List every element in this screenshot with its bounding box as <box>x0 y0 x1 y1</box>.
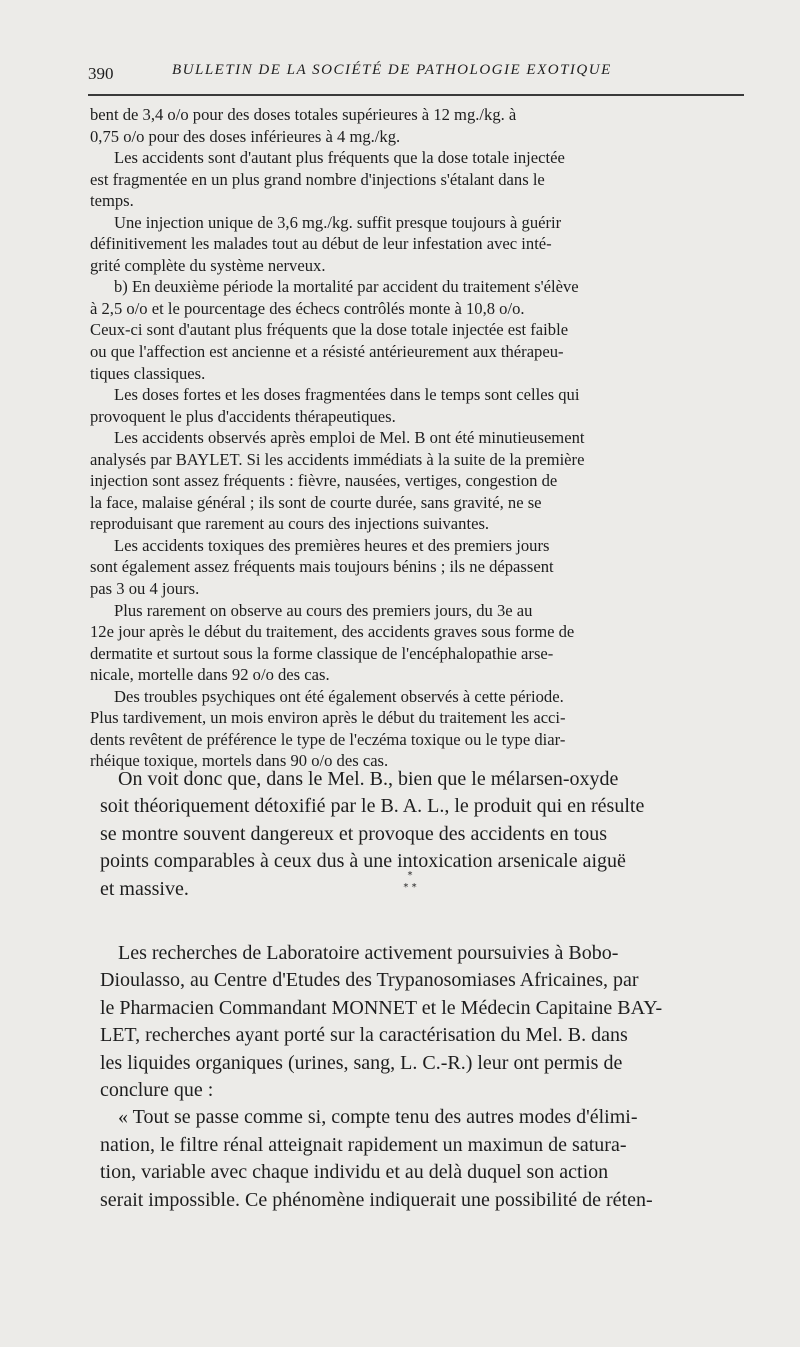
text-line: tiques classiques. <box>90 363 206 383</box>
asterism-top: * <box>407 870 413 881</box>
text-line: 12e jour après le début du traitement, des accidents graves sous forme de <box>90 622 575 642</box>
text-line: nicale, mortelle dans 92 o/o des cas. <box>90 665 330 685</box>
text-line: Ceux-ci sont d'autant plus fréquents que la dose totale injectée est faible <box>90 320 569 340</box>
text-line: b) En deuxième période la mortalité par accident du traitement s'élève <box>114 277 579 297</box>
text-line: nation, le filtre rénal atteignait rapidement un maximun de satura- <box>100 1133 627 1156</box>
text-line: On voit donc que, dans le Mel. B., bien que le mélarsen-oxyde <box>118 768 619 790</box>
text-line: « Tout se passe comme si, compte tenu des autres modes d'élimi- <box>118 1106 638 1129</box>
section-asterism <box>390 870 430 894</box>
small-print-section <box>90 104 740 772</box>
text-line: soit théoriquement détoxifié par le B. A. L., le produit qui en résulte <box>100 795 645 818</box>
page-number: 390 <box>88 64 114 83</box>
text-line: serait impossible. Ce phénomène indiquerait une possibilité de réten- <box>100 1188 653 1211</box>
text-line: le Pharmacien Commandant MONNET et le Médecin Capitaine BAY- <box>100 996 663 1019</box>
text-line: LET, recherches ayant porté sur la caractérisation du Mel. B. dans <box>100 1024 628 1047</box>
text-line: à 2,5 o/o et le pourcentage des échecs contrôlés monte à 10,8 o/o. <box>90 298 525 318</box>
text-line: Plus rarement on observe au cours des premiers jours, du 3e au <box>114 600 533 620</box>
text-line: bent de 3,4 o/o pour des doses totales supérieures à 12 mg./kg. à <box>90 105 517 124</box>
text-line: analysés par BAYLET. Si les accidents immédiats à la suite de la première <box>90 449 585 469</box>
text-line: se montre souvent dangereux et provoque des accidents en tous <box>100 822 608 845</box>
text-line: 0,75 o/o pour des doses inférieures à 4 mg./kg. <box>90 126 401 146</box>
text-line: Les doses fortes et les doses fragmentées dans le temps sont celles qui <box>114 385 580 405</box>
text-line: Les recherches de Laboratoire activement poursuivies à Bobo- <box>118 942 619 964</box>
text-line: points comparables à ceux dus à une intoxication arsenicale aiguë <box>100 850 626 873</box>
text-line: ou que l'affection est ancienne et a résisté antérieurement aux thérapeu- <box>90 342 564 362</box>
text-line: temps. <box>90 191 134 211</box>
text-line: définitivement les malades tout au début de leur infestation avec inté- <box>90 234 552 254</box>
running-title: BULLETIN DE LA SOCIÉTÉ DE PATHOLOGIE EXOTIQUE <box>172 62 612 78</box>
text-line: dermatite et surtout sous la forme classique de l'encéphalopathie arse- <box>90 643 554 663</box>
text-line: Dioulasso, au Centre d'Etudes des Trypanosomiases Africaines, par <box>100 969 639 992</box>
text-line: Les accidents observés après emploi de Mel. B ont été minutieusement <box>114 428 585 448</box>
text-line: tion, variable avec chaque individu et au delà duquel son action <box>100 1161 609 1184</box>
header-rule <box>88 94 744 96</box>
text-line: et massive. <box>100 877 189 900</box>
text-line: Une injection unique de 3,6 mg./kg. suffit presque toujours à guérir <box>114 212 562 232</box>
text-line: les liquides organiques (urines, sang, L. C.-R.) leur ont permis de <box>100 1051 623 1074</box>
text-line: provoquent le plus d'accidents thérapeutiques. <box>90 406 396 426</box>
text-line: injection sont assez fréquents : fièvre, nausées, vertiges, congestion de <box>90 471 558 491</box>
text-line: Plus tardivement, un mois environ après le début du traitement les acci- <box>90 708 566 728</box>
text-line: conclure que : <box>100 1079 214 1102</box>
asterism-bottom: * * <box>403 882 417 893</box>
text-line: reproduisant que rarement au cours des injections suivantes. <box>90 514 490 534</box>
text-line: est fragmentée en un plus grand nombre d'injections s'étalant dans le <box>90 169 545 189</box>
text-line: grité complète du système nerveux. <box>90 255 326 275</box>
text-line: sont également assez fréquents mais toujours bénins ; ils ne dépassent <box>90 557 554 577</box>
text-line: Les accidents sont d'autant plus fréquents que la dose totale injectée <box>114 148 565 168</box>
text-line: Des troubles psychiques ont été également observés à cette période. <box>114 686 564 706</box>
text-line: pas 3 ou 4 jours. <box>90 579 200 599</box>
text-line: rhéique toxique, mortels dans 90 o/o des cas. <box>90 751 389 771</box>
text-line: Les accidents toxiques des premières heures et des premiers jours <box>114 535 550 555</box>
text-line: dents revêtent de préférence le type de l'eczéma toxique ou le type diar- <box>90 729 566 749</box>
text-line: la face, malaise général ; ils sont de courte durée, sans gravité, ne se <box>90 492 542 512</box>
laboratory-paragraph <box>100 940 750 1214</box>
page-header <box>88 58 758 88</box>
